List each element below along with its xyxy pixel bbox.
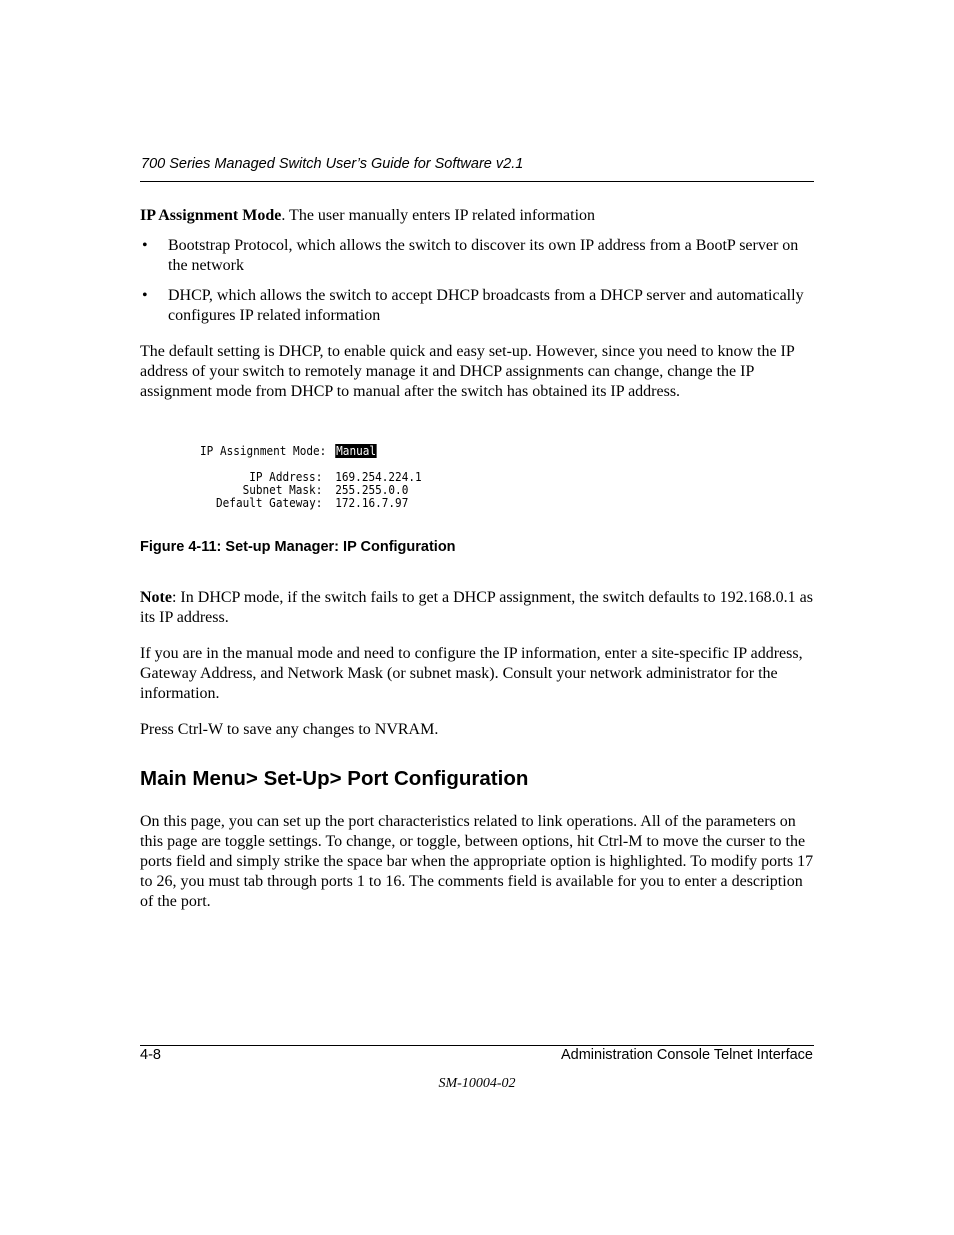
note-text: : In DHCP mode, if the switch fails to get a DHCP assignment, the switch defaults to 192.168.0.1 as its IP address.: [140, 589, 813, 626]
ip-mode-definition: [140, 206, 816, 226]
page-number: 4-8: [140, 1047, 161, 1063]
manual-mode-paragraph: If you are in the manual mode and need to configure the IP information, enter a site-specific IP address, Gateway Address, and Network Mask (or subnet mask). Consult your network administrator for the information.: [140, 645, 803, 702]
save-paragraph: Press Ctrl-W to save any changes to NVRAM.: [140, 721, 439, 738]
default-setting-paragraph: The default setting is DHCP, to enable quick and easy set-up. However, since you need to know the IP address of your switch to remotely manage it and DHCP assignments can change, change the IP assignment mode from DHCP to manual after the switch has obtained its IP address.: [140, 343, 795, 400]
default-gateway-label: Default Gateway:: [216, 496, 323, 510]
note-label: Note: [140, 589, 172, 606]
bullet-item-bootp: Bootstrap Protocol, which allows the switch to discover its own IP address from a BootP server on the network: [168, 237, 799, 274]
ip-assignment-mode-value[interactable]: Manual: [336, 444, 377, 458]
footer-rule: [140, 1045, 814, 1046]
ip-address-value[interactable]: 169.254.224.1: [335, 470, 422, 484]
note-paragraph: [140, 588, 816, 628]
document-id: SM-10004-02: [438, 1076, 516, 1091]
subnet-mask-value[interactable]: 255.255.0.0: [335, 483, 409, 497]
ip-assignment-mode-label: IP Assignment Mode:: [200, 444, 327, 458]
ip-address-label: IP Address:: [249, 470, 323, 484]
header-rule: [140, 181, 814, 182]
subnet-mask-label: Subnet Mask:: [242, 483, 323, 497]
running-header-title: 700 Series Managed Switch User’s Guide for Software v2.1: [141, 156, 524, 172]
section-heading: Main Menu> Set-Up> Port Configuration: [140, 767, 529, 790]
ip-configuration-screen: [200, 443, 439, 515]
bullet-symbol: •: [142, 237, 148, 254]
default-gateway-value[interactable]: 172.16.7.97: [335, 496, 409, 510]
bullet-item-dhcp: DHCP, which allows the switch to accept DHCP broadcasts from a DHCP server and automatically configures IP related information: [168, 287, 804, 324]
ip-mode-term: IP Assignment Mode: [140, 207, 282, 224]
bullet-symbol: •: [142, 287, 148, 304]
port-configuration-paragraph: On this page, you can set up the port characteristics related to link operations. All of the parameters on this page are toggle settings. To change, or toggle, between options, hit Ctrl-M to move the curser to the ports field and simply strike the space bar when the appropriate option is highlighted. To modify ports 17 to 26, you must tab through ports 1 to 16. The comments field is available for you to enter a description of the port.: [140, 813, 814, 910]
figure-caption: Figure 4-11: Set-up Manager: IP Configuration: [140, 539, 456, 555]
ip-mode-definition-text: . The user manually enters IP related information: [281, 207, 596, 224]
chapter-title: Administration Console Telnet Interface: [560, 1047, 813, 1063]
